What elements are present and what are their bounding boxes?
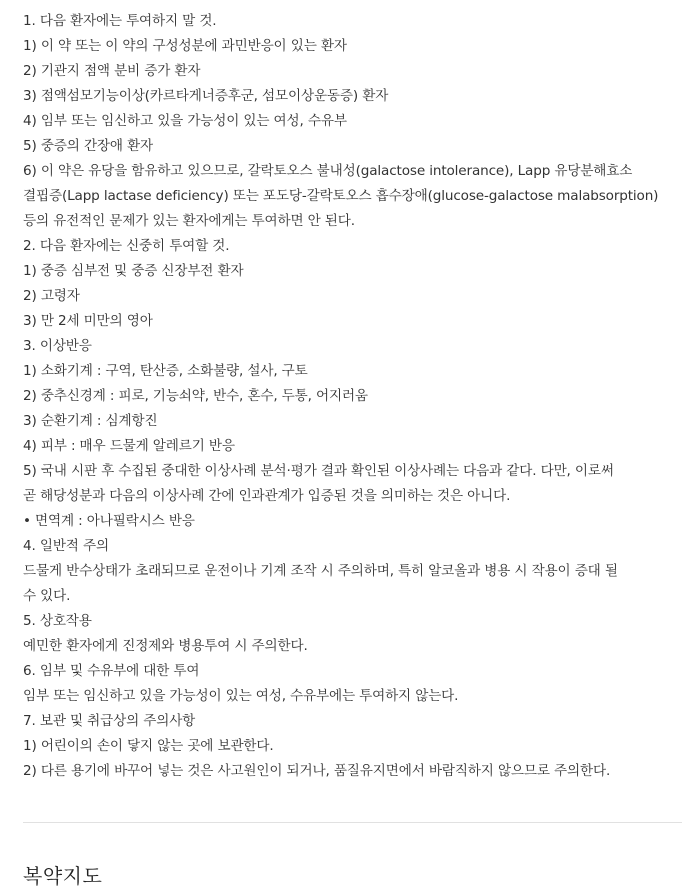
text-line: 6) 이 약은 유당을 함유하고 있으므로, 갈락토오스 불내성(galactose intolerance), Lapp 유당분해효소 <box>23 163 633 179</box>
text-line: 3) 만 2세 미만의 영아 <box>23 313 153 329</box>
text-line: 3) 순환기계 : 심계항진 <box>23 413 158 429</box>
text-line: 2) 기관지 점액 분비 증가 환자 <box>23 63 201 79</box>
text-line: 4. 일반적 주의 <box>23 538 109 554</box>
text-line: 1) 소화기계 : 구역, 탄산증, 소화불량, 설사, 구토 <box>23 363 308 379</box>
text-line: 드물게 반수상태가 초래되므로 운전이나 기계 조작 시 주의하며, 특히 알코올과 병용 시 작용이 증대 될 <box>23 563 618 579</box>
text-line: 1. 다음 환자에는 투여하지 말 것. <box>23 13 217 29</box>
text-line: 2) 고령자 <box>23 288 80 304</box>
text-line: 5) 국내 시판 후 수집된 중대한 이상사례 분석·평가 결과 확인된 이상사례는 다음과 같다. 다만, 이로써 <box>23 463 614 479</box>
text-line: 4) 임부 또는 임신하고 있을 가능성이 있는 여성, 수유부 <box>23 113 347 129</box>
text-line: 3. 이상반응 <box>23 338 92 354</box>
text-line: 2) 중추신경계 : 피로, 기능쇠약, 반수, 혼수, 두통, 어지러움 <box>23 388 368 404</box>
text-line: 7. 보관 및 취급상의 주의사항 <box>23 713 196 729</box>
text-line: 2) 다른 용기에 바꾸어 넣는 것은 사고원인이 되거나, 품질유지면에서 바람직하지 않으므로 주의한다. <box>23 763 611 779</box>
text-line: 4) 피부 : 매우 드물게 알레르기 반응 <box>23 438 235 454</box>
text-line: 1) 어린이의 손이 닿지 않는 곳에 보관한다. <box>23 738 274 754</box>
text-line: 2. 다음 환자에는 신중히 투여할 것. <box>23 238 230 254</box>
text-line: 1) 중증 심부전 및 중증 신장부전 환자 <box>23 263 244 279</box>
text-line: • 면역계 : 아나필락시스 반응 <box>23 513 195 529</box>
text-line: 5) 중증의 간장애 환자 <box>23 138 154 154</box>
text-line: 임부 또는 임신하고 있을 가능성이 있는 여성, 수유부에는 투여하지 않는다. <box>23 688 459 704</box>
section-divider <box>23 822 682 823</box>
text-line: 결핍증(Lapp lactase deficiency) 또는 포도당-갈락토오스 흡수장애(glucose-galactose malabsorption) <box>23 188 659 204</box>
precautions-text <box>23 9 683 784</box>
section-title: 복약지도 <box>23 864 103 888</box>
text-line: 3) 점액섬모기능이상(카르타게너증후군, 섬모이상운동증) 환자 <box>23 88 389 104</box>
text-line: 곧 해당성분과 다음의 이상사례 간에 인과관계가 입증된 것을 의미하는 것은 아니다. <box>23 488 511 504</box>
text-line: 등의 유전적인 문제가 있는 환자에게는 투여하면 안 된다. <box>23 213 355 229</box>
text-line: 5. 상호작용 <box>23 613 92 629</box>
text-line: 1) 이 약 또는 이 약의 구성성분에 과민반응이 있는 환자 <box>23 38 347 54</box>
text-line: 수 있다. <box>23 588 71 604</box>
text-line: 6. 임부 및 수유부에 대한 투여 <box>23 663 200 679</box>
text-line: 예민한 환자에게 진정제와 병용투여 시 주의한다. <box>23 638 308 654</box>
